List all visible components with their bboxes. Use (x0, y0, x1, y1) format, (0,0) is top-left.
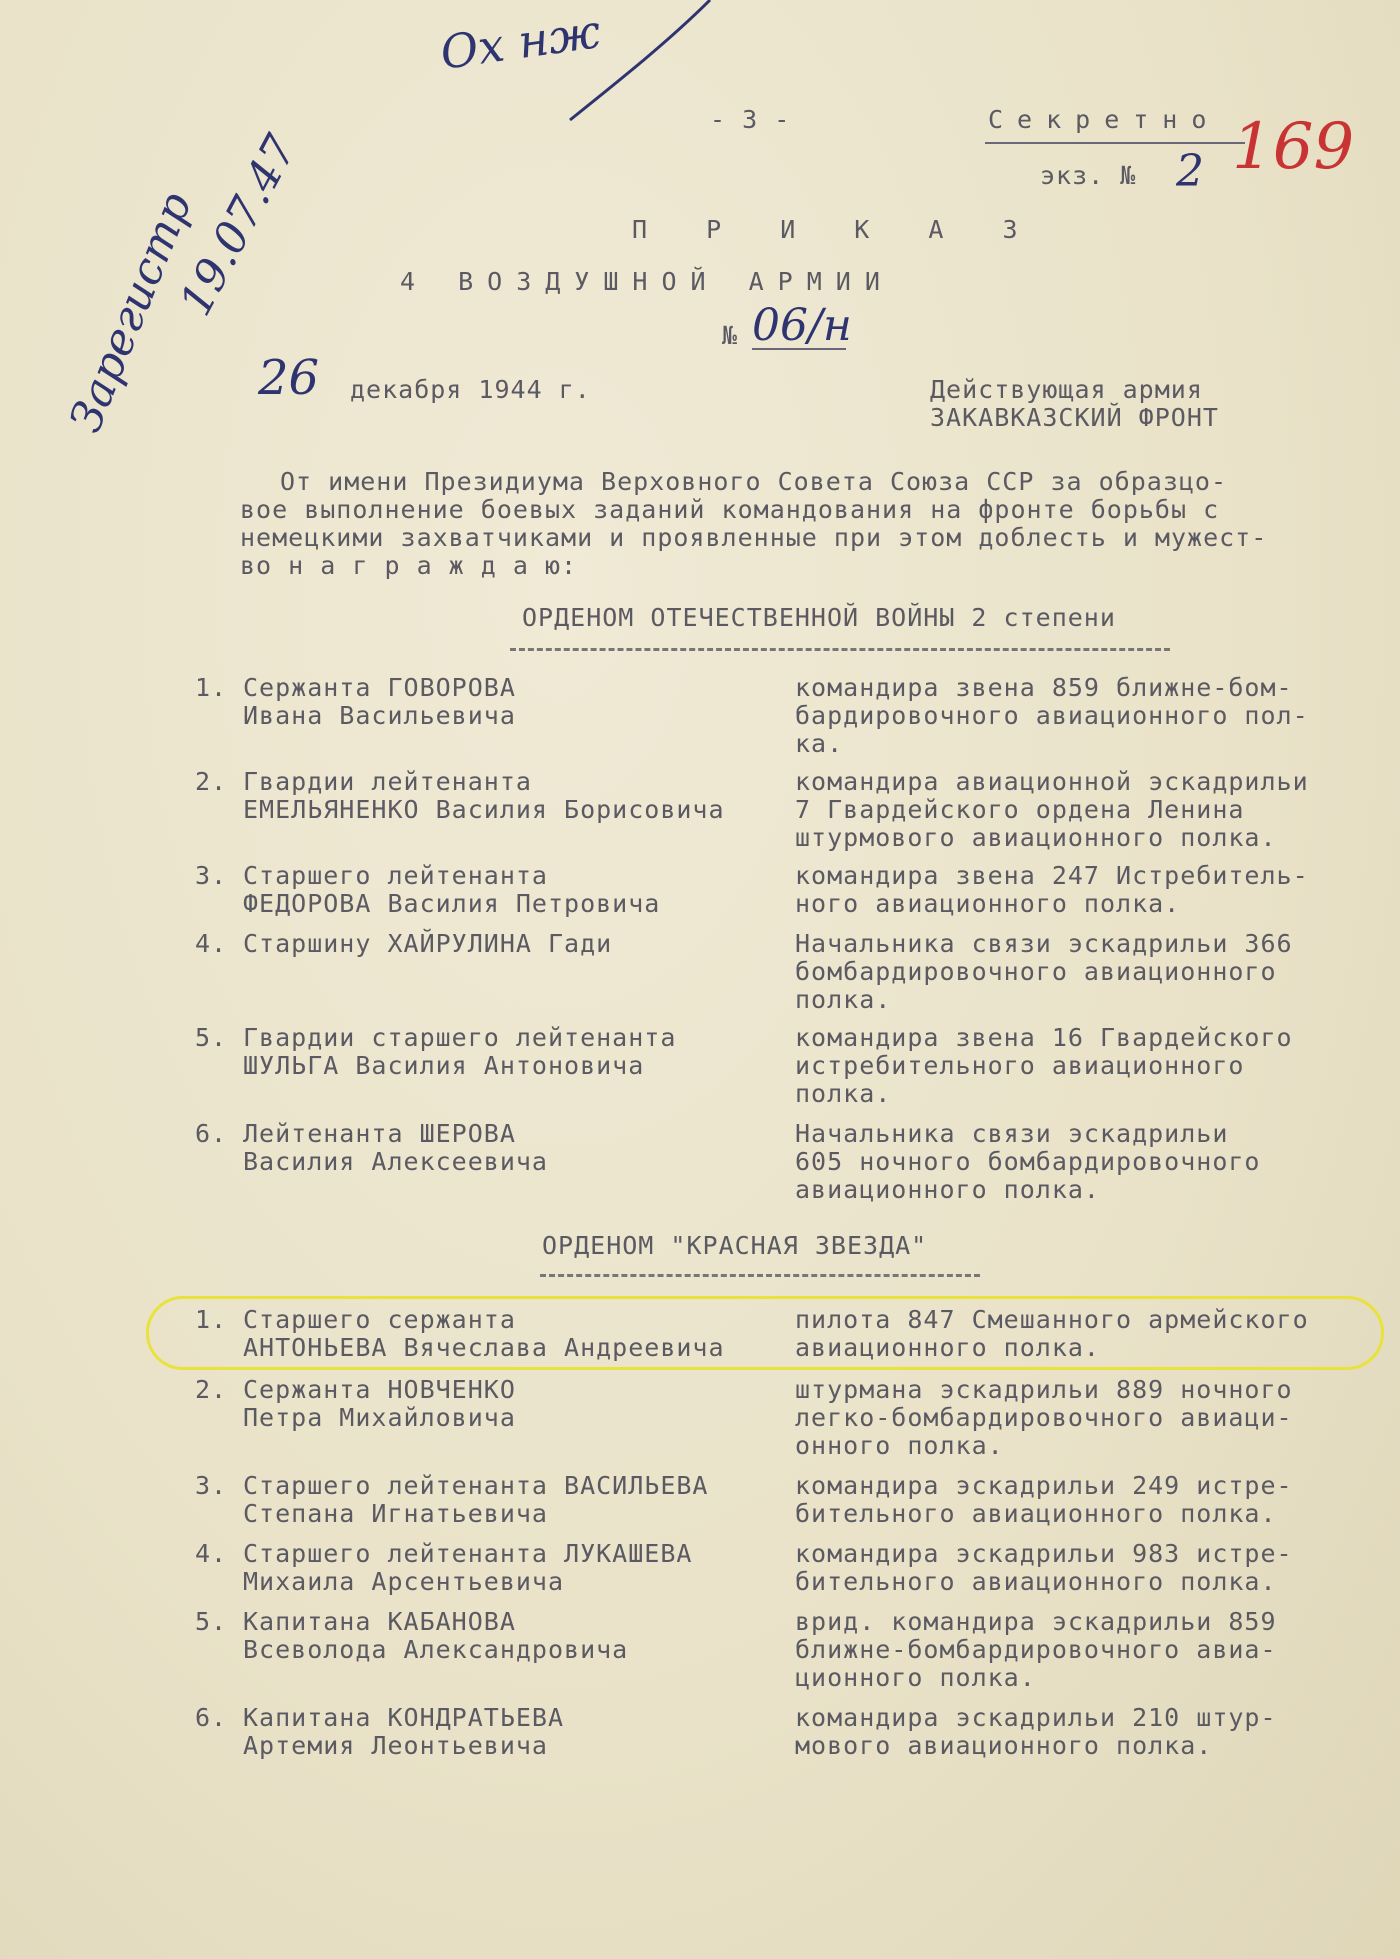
entry-position: командира эскадрильи 983 истре- бительного авиационного полка. (795, 1539, 1293, 1596)
entry-recipient: Гвардии старшего лейтенанта ШУЛЬГА Василия Антоновича (243, 1023, 677, 1080)
entry-number: 6. (195, 1703, 228, 1732)
list-item (195, 1119, 1261, 1232)
order-number-label: № (722, 321, 739, 350)
location-line1: Действующая армия (930, 375, 1203, 404)
entry-number: 4. (195, 1539, 228, 1568)
entry-recipient: Старшину ХАЙРУЛИНА Гади (243, 929, 613, 958)
entry-position: командира авиационной эскадрильи 7 Гвардейского ордена Ленина штурмового авиационного полка. (795, 767, 1309, 852)
preamble-line1: От имени Президиума Верховного Совета Союза ССР за образцо- (280, 467, 1228, 496)
list-item (195, 1703, 1277, 1816)
order-number: 06/н (752, 300, 852, 351)
entry-recipient: Старшего лейтенанта ЛУКАШЕВА Михаила Арсентьевича (243, 1539, 693, 1596)
entry-position: командира звена 859 ближне-бом- бардировочного авиационного пол- ка. (795, 673, 1309, 758)
entry-position: врид. командира эскадрильи 859 ближне-бомбардировочного авиа- ционного полка. (795, 1607, 1277, 1692)
entry-position: командира звена 16 Гвардейского истребительного авиационного полка. (795, 1023, 1293, 1108)
entry-recipient: Сержанта ГОВОРОВА Ивана Васильевича (243, 673, 516, 730)
entry-position: штурмана эскадрильи 889 ночного легко-бомбардировочного авиаци- онного полка. (795, 1375, 1293, 1460)
entry-number: 5. (195, 1607, 228, 1636)
entry-recipient: Гвардии лейтенанта ЕМЕЛЬЯНЕНКО Василия Борисовича (243, 767, 725, 824)
order-date: декабря 1944 г. (350, 375, 591, 404)
entry-number: 2. (195, 1375, 228, 1404)
entry-recipient: Старшего сержанта АНТОНЬЕВА Вячеслава Андреевича (243, 1305, 725, 1362)
section-heading-divider (540, 1274, 980, 1277)
army-name: 4 ВОЗДУШНОЙ АРМИИ (400, 267, 894, 296)
entry-number: 1. (195, 1305, 228, 1334)
entry-number: 6. (195, 1119, 228, 1148)
preamble-line3: немецкими захватчиками и проявленные при этом доблесть и мужест- (240, 523, 1268, 552)
entry-recipient: Старшего лейтенанта ФЕДОРОВА Василия Петровича (243, 861, 661, 918)
resolution-note: Ох нж (437, 4, 604, 80)
preamble-line4: во н а г р а ж д а ю: (240, 551, 578, 580)
preamble-line2: вое выполнение боевых заданий командования на фронте борьбы с (240, 495, 1220, 524)
registration-note: Зарегистр (60, 185, 203, 440)
copy-label: экз. № (1040, 161, 1137, 190)
entry-recipient: Капитана КАБАНОВА Всеволода Александровича (243, 1607, 629, 1664)
entry-number: 3. (195, 861, 228, 890)
entry-position: Начальника связи эскадрильи 366 бомбардировочного авиационного полка. (795, 929, 1293, 1014)
entry-position: пилота 847 Смешанного армейского авиационного полка. (795, 1305, 1309, 1362)
entry-recipient: Сержанта НОВЧЕНКО Петра Михайловича (243, 1375, 516, 1432)
entry-recipient: Капитана КОНДРАТЬЕВА Артемия Леонтьевича (243, 1703, 565, 1760)
entry-number: 4. (195, 929, 228, 958)
section-heading-divider (510, 648, 1170, 651)
entry-position: командира эскадрильи 210 штур- мового авиационного полка. (795, 1703, 1277, 1760)
entry-number: 5. (195, 1023, 228, 1052)
order-number-underline (752, 348, 846, 350)
entry-number: 2. (195, 767, 228, 796)
pen-stroke (560, 0, 720, 130)
secrecy-stamp: Секретно (988, 105, 1221, 134)
entry-position: командира эскадрильи 249 истре- бительного авиационного полка. (795, 1471, 1293, 1528)
location-line2: ЗАКАВКАЗСКИЙ ФРОНТ (930, 403, 1219, 432)
secrecy-underline (985, 142, 1245, 144)
entry-recipient: Лейтенанта ШЕРОВА Василия Алексеевича (243, 1119, 548, 1176)
page-mark: - 3 - (710, 105, 791, 134)
order-day: 26 (258, 350, 320, 406)
entry-number: 1. (195, 673, 228, 702)
section-heading-red-star: ОРДЕНОМ "КРАСНАЯ ЗВЕЗДА" (542, 1231, 928, 1260)
section-heading-patriotic-war: ОРДЕНОМ ОТЕЧЕСТВЕННОЙ ВОЙНЫ 2 степени (522, 603, 1116, 632)
registration-number: 169 (1232, 110, 1355, 184)
entry-number: 3. (195, 1471, 228, 1500)
entry-position: командира звена 247 Истребитель- ного авиационного полка. (795, 861, 1309, 918)
entry-recipient: Старшего лейтенанта ВАСИЛЬЕВА Степана Игнатьевича (243, 1471, 709, 1528)
entry-position: Начальника связи эскадрильи 605 ночного бомбардировочного авиационного полка. (795, 1119, 1261, 1204)
registration-date-note: 19.07.47 (170, 126, 308, 324)
copy-number: 2 (1176, 146, 1204, 197)
document-title: П Р И К А З (632, 215, 1040, 244)
